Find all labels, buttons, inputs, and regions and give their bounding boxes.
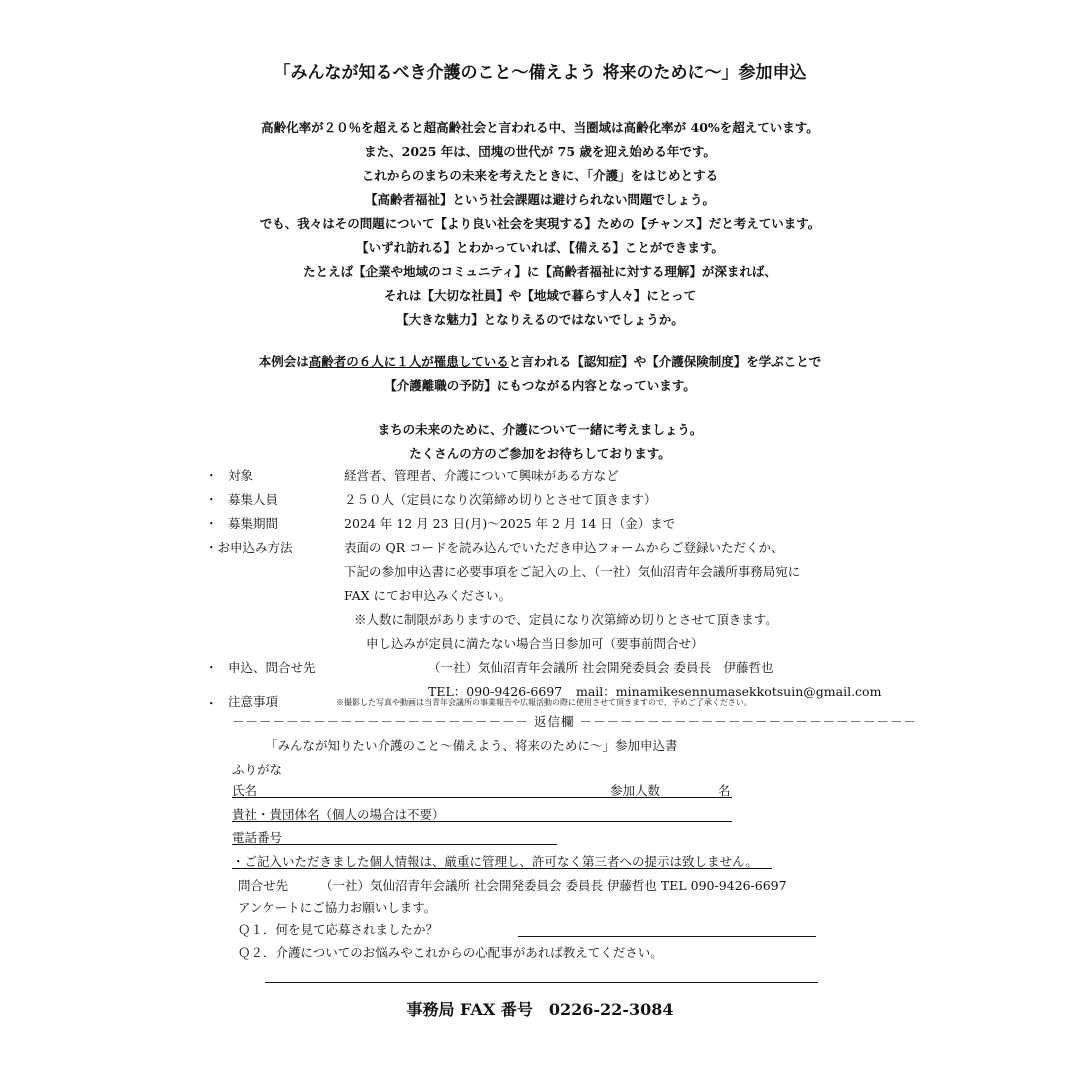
survey-q2: Ｑ２．介護についてのお悩みやこれからの心配事があれば教えてください。 [238,945,663,960]
privacy-note: ・ご記入いただきました個人情報は、厳重に管理し、許可なく第三者への提示は致しません。 [232,854,758,869]
intro-line-1: 高齢化率が２０％を超えると超高齢社会と言われる中、当圏域は高齢化率が 40%を超えています。 [261,120,819,135]
survey-intro: アンケートにご協力お願いします。 [238,900,437,915]
form-title: 「みんなが知りたい介護のこと〜備えよう、将来のために〜」参加申込書 [265,738,678,753]
intro-line-8: それは【大切な社員】や【地域で暮らす人々】にとって [383,288,697,303]
phone-field-line[interactable] [232,844,557,845]
q2-answer-line[interactable] [265,982,818,983]
purpose-pre: 本例会は [258,354,309,369]
intro-line-6: 【いずれ訪れる】とわかっていれば、【備える】ことができます。 [356,240,724,255]
period-value: 2024 年 12 月 23 日(月)〜2025 年 2 月 14 日（金）まで [344,516,676,531]
bullet: ・ [205,468,218,483]
survey-q1: Ｑ１．何を見て応募されましたか？ [238,922,439,937]
method-label: ・お申込み方法 [205,540,293,555]
furigana-label: ふりがな [232,762,283,777]
bullet: ・ [205,516,218,531]
privacy-underline [232,868,772,869]
capacity-value: ２５０人（定員になり次第締め切りとさせて頂きます） [344,492,657,507]
method-line-1: 表面の QR コードを読み込んでいただき申込フォームからご登録いただくか、 [344,540,784,555]
method-line-5: 申し込みが定員に満たない場合当日参加可（要事前問合せ） [366,636,704,651]
notes-label: 注意事項 [228,694,279,709]
q1-answer-line[interactable] [518,936,816,937]
method-line-2: 下記の参加申込書に必要事項をご記入の上、（一社）気仙沼青年会議所事務局宛に [344,564,801,579]
purpose-line-1 [0,352,1080,370]
purpose-underlined: 高齢者の６人に１人が罹患している [308,354,509,369]
company-field-line[interactable] [232,821,732,822]
contact-org: （一社）気仙沼青年会議所 社会開発委員会 委員長 伊藤哲也 [428,660,774,675]
capacity-label: 募集人員 [228,492,279,507]
intro-line-7: たとえば【企業や地域のコミュニティ】に【高齢者福祉に対する理解】が深まれば、 [303,264,777,279]
contact-mail: mail：minamikesennumasekkotsuin@gmail.com [576,684,882,699]
intro-line-9: 【大きな魅力】となりえるのではないでしょうか。 [396,312,684,327]
target-value: 経営者、管理者、介護について興味がある方など [344,468,619,483]
target-label: 対象 [228,468,254,483]
name-label: 氏名 [232,783,258,798]
inquiry-label: 問合せ先 [238,878,289,893]
fax-number: 事務局 FAX 番号 0226-22-3084 [406,1000,674,1019]
participants-unit: 名 [718,783,731,798]
purpose-line-2: 【介護離職の予防】にもつながる内容となっています。 [384,378,696,393]
contact-label: 申込、問合せ先 [228,660,316,675]
closing-line-1: まちの未来のために、介護について一緒に考えましょう。 [377,422,703,437]
intro-line-5: でも、我々はその問題について【より良い社会を実現する】ための【チャンス】だと考えています。 [259,216,821,231]
bullet: ・ [205,492,218,507]
intro-line-4: 【高齢者福祉】という社会課題は避けられない問題でしょう。 [364,192,715,207]
method-line-4: ※人数に制限がありますので、定員になり次第締め切りとさせて頂きます。 [354,612,778,627]
contact-tel: TEL：090-9426-6697 [428,684,563,699]
page-title: 「みんなが知るべき介護のこと〜備えよう 将来のために〜」参加申込 [273,63,807,83]
closing-line-2: たくさんの方のご参加をお待ちしております。 [409,446,671,461]
phone-label: 電話番号 [232,830,283,845]
notes-value: ※撮影した写真や動画は当青年会議所の事業報告や広報活動の際に使用させて頂きますので、予めご了承ください。 [336,698,752,707]
participants-label: 参加人数 [610,783,661,798]
period-label: 募集期間 [228,516,279,531]
bullet: ・ [205,696,218,711]
intro-line-2: また、2025 年は、団塊の世代が 75 歳を迎え始める年です。 [364,144,716,159]
inquiry-value: （一社）気仙沼青年会議所 社会開発委員会 委員長 伊藤哲也 TEL 090-9426-6697 [320,878,787,893]
bullet: ・ [205,660,218,675]
purpose-post: と言われる【認知症】や【介護保険制度】を学ぶことで [508,354,822,369]
intro-line-3: これからのまちの未来を考えたときに、「介護」をはじめとする [361,168,719,183]
reply-divider: －－－－－－－－－－－－－－－－－－－－－－ 返信欄 －－－－－－－－－－－－－－－－－－－－－－－－－ [232,714,917,729]
company-label: 貴社・貴団体名（個人の場合は不要） [232,807,445,822]
method-line-3: FAX にてお申込みください。 [344,588,511,603]
name-field-line[interactable] [232,797,732,798]
